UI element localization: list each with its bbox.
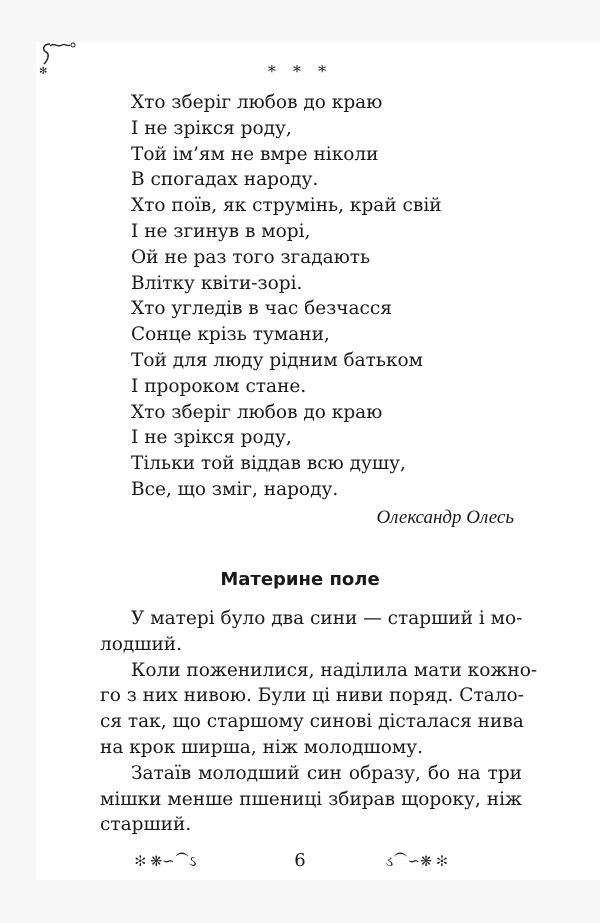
svg-text:✻: ✻ [39,66,48,77]
poem-line: Тільки той віддав всю душу, [131,453,406,475]
poem-line: Хто зберіг любов до краю [131,92,383,113]
paragraph-line: старший. [100,814,192,836]
paragraph-line: мішки менше пшениці збирав щороку, ніж [100,788,522,810]
poem-line: Хто зберіг любов до краю [131,401,383,423]
story-title: Материне поле [220,569,380,590]
section-separator: * * * [267,62,333,81]
paragraph-line: У матері було два сини — старший і мо- [131,608,523,629]
poem-line: І не згинув в морі, [131,220,311,242]
paragraph-line: Коли поженилися, наділила мати кожно- [131,659,538,681]
footer-ornament-right-icon: ડ⁀∽❋ ✻ [385,852,448,870]
poem-line: І не зрікся роду, [131,117,292,139]
paragraph-line: на крок ширша, ніж молодшому. [100,736,424,758]
poem-line: Все, що зміг, народу. [131,478,339,500]
poem [131,90,442,503]
poem-line: І пророком стане. [131,375,307,397]
footer-ornament-left-icon: ✻ ❋∽⁀ઽ [135,852,197,870]
paragraph-line: лодший. [100,633,183,655]
story-text [100,606,538,838]
poem-line: В спогадах народу. [131,169,319,191]
paragraph-line: Затаїв молодший син образу, бо на три [131,762,522,784]
poem-line: Влітку квіти-зорі. [131,272,303,294]
poem-line: Хто поїв, як струмінь, край свій [131,195,442,217]
paragraph-line: ся так, що старшому синові дісталася нива [100,711,524,733]
poem-author: Олександр Олесь [376,507,514,528]
poem-line: Хто угледів в час безчасся [131,298,392,320]
poem-line: Той для люду рідним батьком [131,349,424,371]
poem-line: І не зрікся роду, [131,427,292,449]
paragraph-line: го з них нивою. Були ці ниви поряд. Стало- [100,685,524,707]
page-number: 6 [294,850,306,871]
poem-line: Той ім’ям не вмре ніколи [131,143,379,165]
poem-line: Сонце крізь тумани, [131,324,330,346]
poem-line: Ой не раз того згадають [131,246,371,268]
